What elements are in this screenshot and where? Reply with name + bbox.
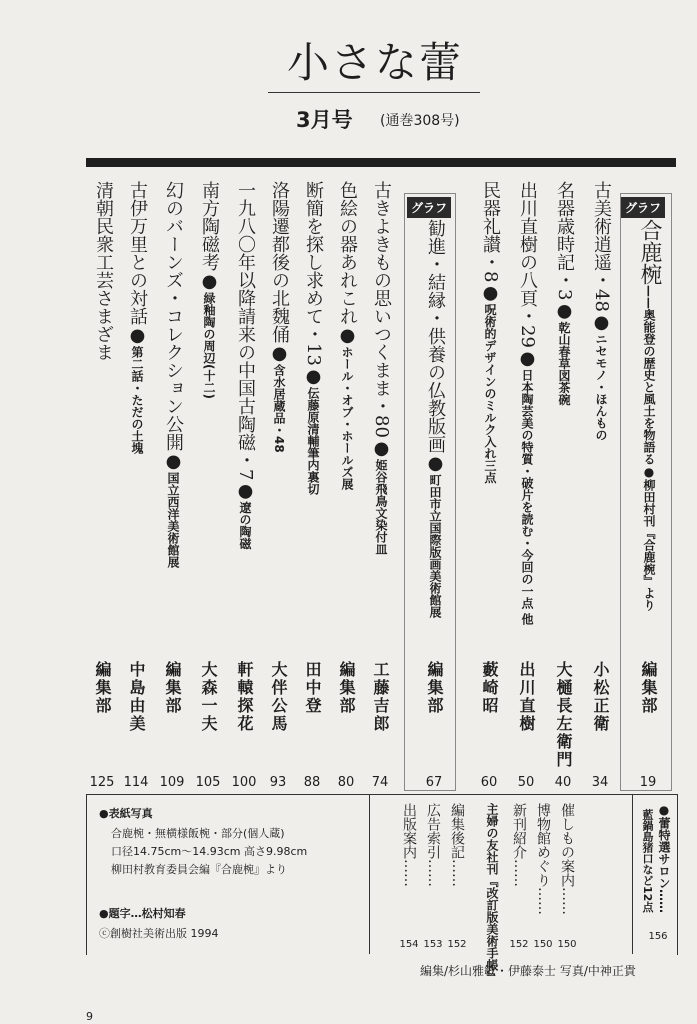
side-item-page: 153: [423, 939, 443, 950]
cover-photo-info: [87, 795, 370, 954]
toc-page: 50: [517, 775, 535, 790]
side-item-page: 154: [399, 939, 419, 950]
salon-sub: 藍鍋島猪口など12点: [641, 809, 654, 913]
side-item-page: 150: [557, 939, 577, 950]
side-item-page: 150: [533, 939, 553, 950]
toc-author: 小松正衛: [591, 661, 610, 733]
toc-entry[interactable]: 出川直樹の八頁・29●日本陶芸美の特質・破片を読む・今回の一点 他: [517, 181, 538, 626]
side-item-page: 152: [447, 939, 467, 950]
editor-credits: 編集/杉山雅敏・伊藤泰士 写真/中神正貴: [420, 964, 636, 978]
toc-page: 93: [269, 775, 287, 790]
toc-entry[interactable]: 断簡を探し求めて・13●伝藤原清輔筆内裏切: [303, 181, 324, 495]
toc-entry[interactable]: 古美術逍遥・48●ニセモノ・ほんもの: [591, 181, 612, 441]
side-item[interactable]: 催しもの案内……: [559, 803, 575, 915]
side-item[interactable]: 編集後記……: [449, 803, 465, 887]
toc-author: 大樋長左衛門: [554, 661, 573, 769]
issue-volume: (通巻308号): [380, 113, 460, 129]
toc-author: 工藤吉郎: [371, 661, 390, 733]
toc-entry[interactable]: 合鹿椀——奥能登の歴史と風土を物語る●柳田村刊『合鹿椀』より: [637, 219, 662, 611]
toc-entry[interactable]: 洛陽遷都後の北魏俑●含水居蔵品・48: [269, 181, 290, 453]
toc-author: 編集部: [425, 661, 444, 715]
page-number: 9: [86, 1010, 93, 1023]
toc-page: 100: [231, 775, 257, 790]
toc-author: 編集部: [163, 661, 182, 715]
salon-box[interactable]: [632, 795, 677, 954]
side-item-page: 152: [509, 939, 529, 950]
toc-author: 出川直樹: [517, 661, 536, 733]
side-item[interactable]: 主婦の友社刊『改訂版美術手帳』: [485, 803, 499, 983]
side-item[interactable]: 博物館めぐり……: [535, 803, 551, 915]
graph-badge: グラフ: [407, 197, 451, 218]
table-of-contents: [86, 158, 676, 797]
toc-entry[interactable]: 勧進・結縁・供養の仏教版画●町田市立国際版画美術館展: [425, 219, 446, 618]
cover-photo-line: 口径14.75cm〜14.93cm 高さ9.98cm: [111, 845, 308, 858]
side-item[interactable]: 広告索引……: [425, 803, 441, 887]
toc-page: 109: [159, 775, 185, 790]
toc-entry[interactable]: 古きよきもの思いつくまま・80●姫谷飛鳥文染付皿: [371, 181, 392, 555]
toc-page: 67: [425, 775, 443, 790]
toc-entry[interactable]: 民器礼讃・8●呪術的デザインのミルク入れ三点: [480, 181, 501, 484]
toc-author: 藪崎昭: [480, 661, 499, 715]
toc-page: 40: [554, 775, 572, 790]
title-rule: [268, 92, 480, 93]
toc-author: 編集部: [337, 661, 356, 715]
toc-author: 軒轅探花: [235, 661, 254, 733]
toc-author: 田中登: [303, 661, 322, 715]
toc-page: 74: [371, 775, 389, 790]
cover-photo-heading: ●表紙写真: [99, 807, 153, 820]
cover-photo-line: 合鹿椀・無横様飯椀・部分(個人蔵): [111, 827, 285, 840]
magazine-title: 小さな蕾: [286, 38, 463, 87]
graph-badge: グラフ: [621, 197, 665, 218]
toc-page: 34: [591, 775, 609, 790]
toc-author: 編集部: [639, 661, 658, 715]
side-item[interactable]: 出版案内……: [401, 803, 417, 887]
toc-page: 105: [195, 775, 221, 790]
toc-entry[interactable]: 南方陶磁考●緑釉陶の周辺(十二): [199, 181, 220, 399]
salon-title: ●蕾特選サロン……: [657, 803, 671, 913]
issue-number: 3月号: [296, 108, 353, 132]
side-item[interactable]: 新刊紹介……: [511, 803, 527, 887]
cover-photo-line: 柳田村教育委員会編『合鹿椀』より: [111, 863, 287, 876]
toc-page: 60: [480, 775, 498, 790]
toc-page: 80: [337, 775, 355, 790]
toc-author: 大伴公馬: [269, 661, 288, 733]
toc-page: 114: [123, 775, 149, 790]
toc-page: 125: [89, 775, 115, 790]
toc-page: 19: [639, 775, 657, 790]
toc-author: 中島由美: [127, 661, 146, 733]
copyright: ⓒ創樹社美術出版 1994: [99, 927, 219, 940]
salon-page: 156: [648, 931, 668, 942]
toc-entry[interactable]: 名器歳時記・3●乾山春草図茶碗: [554, 181, 575, 406]
toc-entry[interactable]: 古伊万里との対話●第二話・ただの土塊: [127, 181, 148, 454]
toc-author: 大森一夫: [199, 661, 218, 733]
toc-page: 88: [303, 775, 321, 790]
title-credit: ●題字…松村知春: [99, 907, 186, 920]
toc-entry[interactable]: 色絵の器あれこれ●ホール・オブ・ホールズ展: [337, 181, 358, 490]
toc-entry[interactable]: 清朝民衆工芸さまざま: [93, 181, 114, 361]
toc-author: 編集部: [93, 661, 112, 715]
toc-entry[interactable]: 幻のバーンズ・コレクション公開●国立西洋美術館展: [163, 181, 184, 568]
toc-entry[interactable]: 一九八〇年以降請来の中国古陶磁・7●遼の陶磁: [235, 181, 256, 550]
